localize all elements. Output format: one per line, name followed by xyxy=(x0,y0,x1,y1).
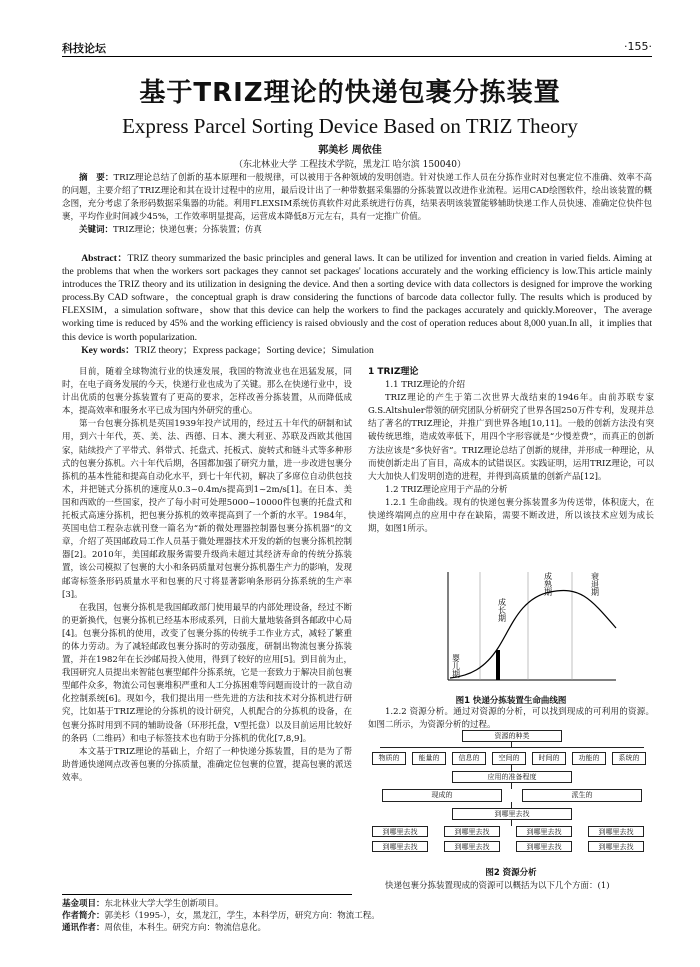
journal-name: 科技论坛 xyxy=(62,42,106,55)
abstract-en-text: TRIZ theory summarized the basic principles and general laws. It can be utilized for invention and creation in varied fields. Aiming at the problems that when the workers sort packages they cannot set packages' locations accurately and the working efficiency is low.This article mainly introduces the TRIZ theory and its utilization in designing the device. And then a sorting device with data collectors is designed for improve the working process.By CAD software，the conceptual graph is draw considering the functions of barcode data collector fully. The results which is produced by FLEXSIM，a simulation software，show that this device can help the workers to find the packages accurately and quickly.Moreover，The average working time is reduced by 45% and the working efficiency is raised obviously and the cost of operation reduces about 8,000 yuan.In all，it implies that this device is worth popularization. xyxy=(62,253,652,343)
resource-list-intro: 快递包裹分拣装置现成的资源可以概括为以下几个方面：(1) xyxy=(385,881,610,891)
abstract-cn-text: TRIZ理论总结了创新的基本原理和一般规律，可以被用于各种领域的发明创造。针对快递工作人员在分拣作业时对包裹定位不准确、效率不高的问题，主要介绍了TRIZ理论和其在设计过程中的应用，最后设计出了一种带数据采集器的分拣装置以改进作业流程。运用CAD绘图软件，绘出该装置的概念图，充分考虑了条形码数据采集器的功能。利用FLEXSIM系统仿真软件对此系统进行仿真，结果表明该装置能够辅助快递工作人员快速、准确定位快件包裹，平均作业时间减少45%，工作效率明显提高，运营成本降低8万元左右，具有一定推广价值。 xyxy=(62,173,652,223)
intro-paragraph-2: 第一台包裹分拣机是英国1939年投产试用的，经过五十年代的研制和试用，到六十年代，英、美、法、西德、日本、澳大利亚、苏联及西欧其他国家，陆续投产了平带式、斜带式、托盘式、托板式、旋转式和链斗式等多种形式的包裹分拣机。六十年代后期，各国都加强了研究力量，进一步改进包裹分拣机的基本性能和提高自动化水平，到七十年代初，解决了多席位自动供包技术，并把链式分拣机的速度从0.3~0.4m/s提高到1~2m/s[1]。在日本、美国和西欧的一些国家，投产了每小时可处理5000~10000件包裹的托盘式和托板式高速分拣机，把包裹分拣机的效率提高到了一个新的水平。1984年，英国电信工程杂志就刊登一篇名为“新的微处理器控制器包裹分拣机器”的文章，介绍了英国邮政局工作人员基于微处理器技术开发的新的包裹分拣机控制器[2]。2010年，美国邮政服务需要升级尚未超过其经济寿命的传统分拣装置，该公司模拟了包裹的大小和条码质量对包裹分拣机器生产力的影响，发现邮寄标签条形码质量水平和包裹的尺寸将显著影响条形码分拣系统的生产率[3]。 xyxy=(62,419,352,600)
source-box: 到哪里去找 xyxy=(588,841,644,852)
where-to-find-box: 到哪里去找 xyxy=(452,808,572,820)
source-box: 到哪里去找 xyxy=(516,826,572,837)
resource-analysis-text xyxy=(368,706,654,732)
source-box: 到哪里去找 xyxy=(444,841,500,852)
section-1-2-heading: 1.2 TRIZ理论应用于产品的分析 xyxy=(385,484,508,495)
section-1-1-heading: 1.1 TRIZ理论的介绍 xyxy=(385,380,466,391)
keywords-en-label: Key words： xyxy=(81,344,135,356)
source-box: 到哪里去找 xyxy=(444,826,500,837)
paper-title-en: Express Parcel Sorting Device Based on TRIZ Theory xyxy=(122,114,578,138)
source-box: 到哪里去找 xyxy=(516,841,572,852)
section-1-2-1-text: 1.2.1 生命曲线。现有的快递包裹分拣装置多为传送带，体积庞大，在快递终端网点的应用中存在缺陷，需要不断改进，所以该技术应划为成长期，如图1所示。 xyxy=(368,497,654,535)
section-1-2-2-text: 1.2.2 资源分析。通过对资源的分析，可以找到现成的可利用的资源。如图二所示，为资源分析的过程。 xyxy=(368,707,654,731)
resource-type-box: 信息的 xyxy=(452,752,486,765)
footnote-author: 作者简介：郭美杉（1995-），女，黑龙江，学生，本科学历，研究方向：物流工程。 xyxy=(62,911,380,921)
figure-2-caption: 图2 资源分析 xyxy=(485,868,537,878)
fig2-connector xyxy=(511,742,512,747)
fig2-connector xyxy=(380,747,644,748)
resource-type-box: 物质的 xyxy=(372,752,406,765)
section-1-1-text: TRIZ理论的产生于第二次世界大战结束的1946年。由前苏联专家G.S.Altshuler带领的研究团队分析研究了世界各国250万件专利，发现并总结了著名的TRIZ理论，并推广到世界各地[10,11]。一般的创新方法没有突破传统思维，造成效率低下，用四个字形容就是“少慢差费”，而真正的创新方法应该是“多快好省”。TRIZ理论总结了创新的规律，并形成一种理论，从而使创新走出了盲目，高成本的试错误区。实践证明，运用TRIZ理论，可以大大加快人们发明创造的进程，并得到高质量的创新产品[12]。 xyxy=(368,393,654,482)
intro-paragraph-1: 目前，随着全球物流行业的快速发展，我国的物流业也在迅猛发展，同时，在电子商务发展的今天，快递行业也成为了关键。那么在快递行业中，设计出优质的包裹分拣装置有了更高的要求，怎样改善分拣装置，从而降低成本，提高效率和服务水平已成为国内外研究的重心。 xyxy=(62,367,352,417)
source-box: 到哪里去找 xyxy=(372,826,428,837)
resource-type-box: 时间的 xyxy=(532,752,566,765)
resource-type-box: 空间的 xyxy=(492,752,526,765)
footnote-fund: 基金项目：东北林业大学大学生创新项目。 xyxy=(62,899,224,909)
abstract-en xyxy=(62,252,652,357)
source-box: 到哪里去找 xyxy=(588,826,644,837)
keywords-cn-text: TRIZ理论；快递包裹；分拣装置；仿真 xyxy=(113,225,262,236)
resource-type-box: 能量的 xyxy=(412,752,446,765)
right-column xyxy=(368,366,654,536)
header-rule xyxy=(62,56,652,57)
keywords-cn-label: 关键词： xyxy=(79,225,114,236)
derived-box: 派生的 xyxy=(522,789,642,802)
resource-analysis-figure xyxy=(372,730,652,856)
stage-maturity-label: 成熟期 xyxy=(543,572,553,596)
section-1-heading: 1 TRIZ理论 xyxy=(368,367,419,377)
resource-list-text xyxy=(368,880,654,893)
fig2-connector xyxy=(511,783,512,789)
stage-infancy-label: 婴儿期 xyxy=(451,654,461,678)
intro-paragraph-3: 在我国，包裹分拣机是我国邮政部门使用最早的内部处理设备，经过不断的更新换代，包裹分拣机已经基本形成系列，日前大量地装备到各邮政中心局[4]。包裹分拣机的使用，改变了包裹分拣的传统手工作业方式，减轻了繁重的体力劳动。为了减轻邮政包裹分拣时的劳动强度，研制出物流包裹分拣装置，并在1982年在长沙邮局投入使用，得到了较好的应用[5]。到目前为止，我国研究人员提出来智能包裹型邮件分拣系统，它是一套致力于解决目前包裹型邮件众多，物流公司包裹堆积严重和人工分拣困难等问题而设计的一款自动化控制系统[6]。现如今，我们提出用一些先进的方法和技术对分拣机进行研究，比如基于TRIZ理论的分拣机的设计研究，人机配合的分拣机的设备，在包裹分拣时用到不同的辅助设备（环形托盘，V型托盘）以及目前运用比较好的条码（二维码）和电子标签技术也有助于分拣机的优化[7,8,9]。 xyxy=(62,602,352,744)
left-column xyxy=(62,366,352,785)
abstract-cn-label: 摘 要： xyxy=(79,173,114,183)
paper-title: 基于TRIZ理论的快递包裹分拣装置 xyxy=(139,78,561,108)
abstract-en-label: Abstract： xyxy=(81,253,128,264)
fig2-connector xyxy=(511,820,512,826)
footnote-corresponding: 通讯作者：周依佳，本科生。研究方向：物流信息化。 xyxy=(62,923,267,933)
authors: 郭美杉 周依佳 xyxy=(318,145,382,156)
affiliation: （东北林业大学 工程技术学院，黑龙江 哈尔滨 150040） xyxy=(234,160,466,170)
page-number: ·155· xyxy=(624,40,652,53)
stage-growth-label: 成长期 xyxy=(497,598,507,622)
ready-made-box: 现成的 xyxy=(382,789,502,802)
keywords-en-text: TRIZ theory；Express package；Sorting device；Simulation xyxy=(134,344,374,356)
stage-decline-label: 衰退期 xyxy=(590,572,600,596)
resource-types-box: 资源的种类 xyxy=(462,730,562,742)
source-box: 到哪里去找 xyxy=(372,841,428,852)
resource-type-box: 功能的 xyxy=(572,752,606,765)
life-curve-figure xyxy=(440,568,622,688)
readiness-box: 应用的准备程度 xyxy=(452,771,572,783)
current-position-marker xyxy=(496,650,500,680)
figure-1-caption: 图1 快递分拣装置生命曲线图 xyxy=(455,696,567,706)
intro-paragraph-4: 本文基于TRIZ理论的基础上，介绍了一种快递分拣装置，目的是为了帮助普通快递网点改善包裹的分拣质量，准确定位包裹的位置，提高包裹的派送效率。 xyxy=(62,746,352,783)
abstract-cn xyxy=(62,172,652,237)
resource-type-box: 系统的 xyxy=(612,752,646,765)
footnote-rule xyxy=(62,894,352,895)
